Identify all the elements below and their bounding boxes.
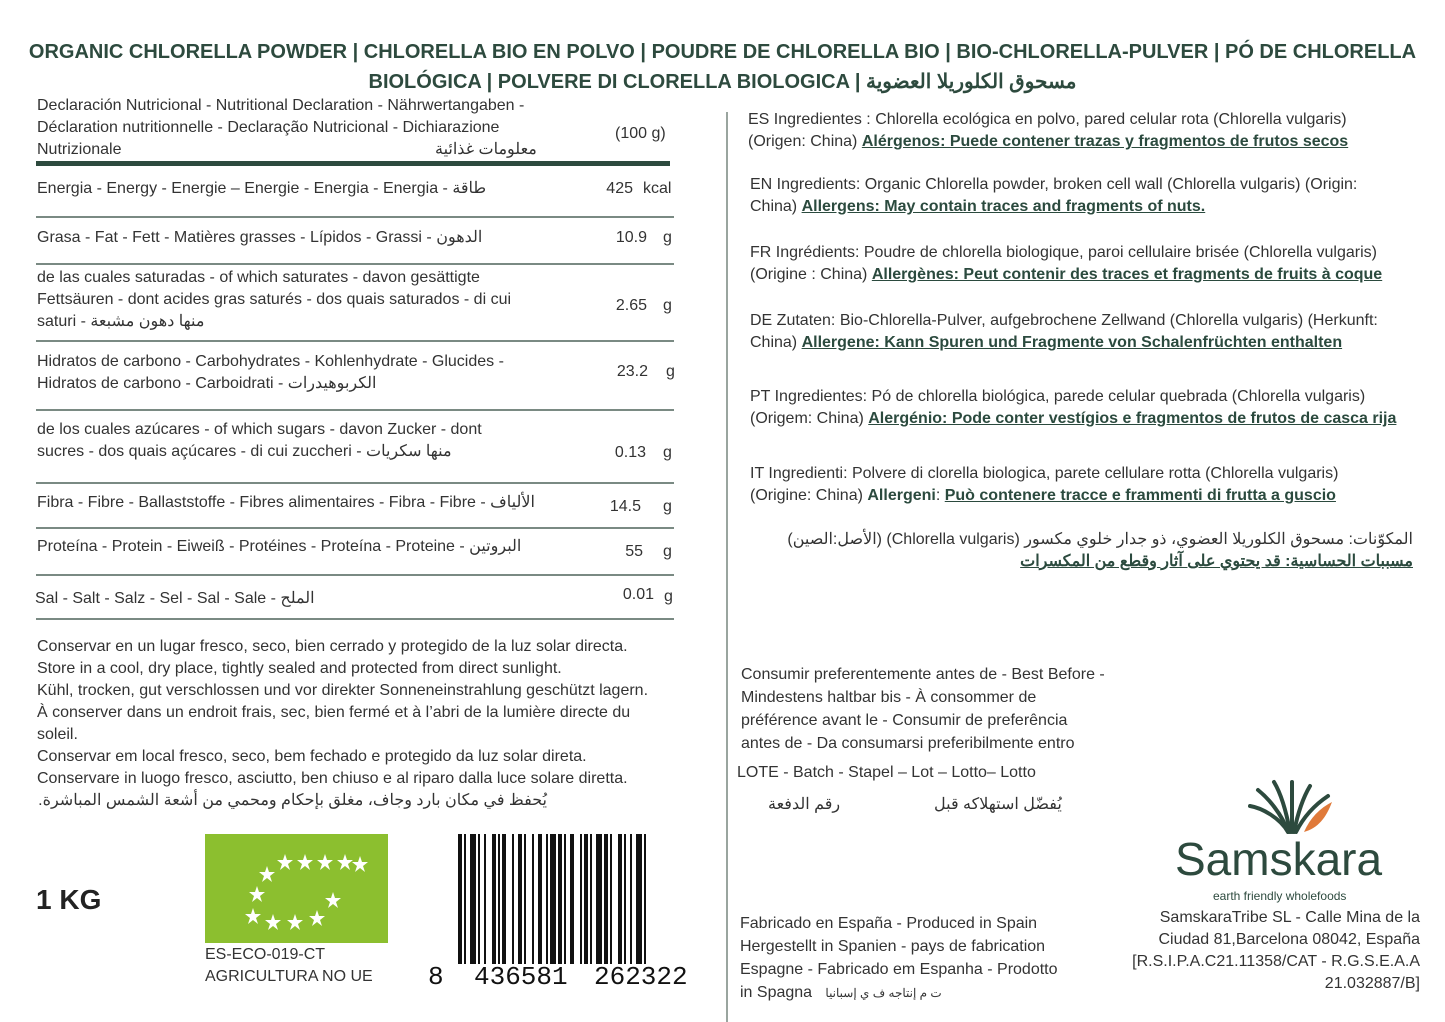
saturates-label-line: de las cuales saturadas - of which saturates - davon gesättigte <box>37 269 480 286</box>
ingredients-text: DE Zutaten: Bio-Chlorella-Pulver, aufgebrochene Zellwand (Chlorella vulgaris) (Herkunft: <box>750 312 1378 329</box>
saturates-label <box>37 267 597 333</box>
barcode-bar <box>524 834 526 964</box>
barcode-bar <box>458 834 462 964</box>
saturates-label-line: saturi - منها دهون مشبعة <box>37 313 205 330</box>
protein-unit: g <box>663 543 672 560</box>
barcode-bar <box>624 834 626 964</box>
barcode-bar <box>498 834 500 964</box>
ingredients-pt <box>750 386 1430 430</box>
fibre-value: 14.5 <box>609 498 641 515</box>
fat-label: Grasa - Fat - Fett - Matières grasses - Lípidos - Grassi - الدهون <box>37 229 483 246</box>
protein-label: Proteína - Protein - Eiweiß - Protéines - Proteína - Proteine - البروتين <box>37 538 522 555</box>
allergen-warning: Alérgenos: Puede contener trazas y fragmentos de frutos secos <box>861 133 1349 150</box>
address-line: SamskaraTribe SL - Calle Mina de la <box>1159 909 1420 926</box>
barcode-bar <box>570 834 574 964</box>
lot-label-arabic: رقم الدفعة <box>768 796 841 813</box>
sugars-unit: g <box>663 444 672 461</box>
barcode-bar <box>470 834 476 964</box>
barcode-bar <box>492 834 496 964</box>
storage-line: Conservar en un lugar fresco, seco, bien cerrado y protegido de la luz solar directa. <box>37 638 628 655</box>
barcode-digits-right: 262322 <box>594 962 688 992</box>
nutrition-header-line: Déclaration nutritionnelle - Declaração Nutricional - Dichiarazione <box>37 119 500 136</box>
carbohydrates-unit: g <box>666 363 675 380</box>
title-line-2: BIOLÓGICA | POLVERE DI CLORELLA BIOLOGICA | مسحوق الكلوريلا العضوية <box>368 71 1077 93</box>
eco-certification <box>205 944 373 988</box>
barcode <box>458 834 690 964</box>
made-in-line: in Spagna <box>740 984 813 1001</box>
barcode-bar <box>546 834 548 964</box>
barcode-bar <box>564 834 566 964</box>
eu-organic-logo <box>205 834 388 943</box>
barcode-bar <box>512 834 514 964</box>
made-in-line: Fabricado en España - Produced in Spain <box>740 915 1038 932</box>
samskara-tree-logo-icon <box>1240 778 1340 834</box>
column-divider <box>726 112 728 1022</box>
barcode-bar <box>558 834 562 964</box>
ingredients-ar <box>740 529 1413 573</box>
allergen-warning: Allergènes: Peut contenir des traces et fragments de fruits à coque <box>871 266 1383 283</box>
company-address <box>1100 907 1420 995</box>
barcode-bar <box>584 834 588 964</box>
row-divider <box>36 618 674 620</box>
allergen-warning-arabic: مسببات الحساسية: قد يحتوي على آثار وقطع من المكسرات <box>1020 553 1413 570</box>
nutrition-header-line: Declaración Nutricional - Nutritional Declaration - Nährwertangaben - <box>37 97 525 114</box>
fat-unit: g <box>663 229 672 246</box>
storage-line: Conservar em local fresco, seco, bem fechado e protegido da luz solar direta. <box>37 748 587 765</box>
storage-line: Kühl, trocken, gut verschlossen und vor direkter Sonneneinstrahlung geschützt lagern. <box>37 682 649 699</box>
ingredients-text: ES Ingredientes : Chlorella ecológica en polvo, pared celular rota (Chlorella vulgaris) <box>748 111 1347 128</box>
ingredients-text-arabic: المكوّنات: مسحوق الكلوريلا العضوي، ذو جدار خلوي مكسور (Chlorella vulgaris) (الأصل:الصين) <box>787 531 1413 548</box>
fibre-unit: g <box>663 498 672 515</box>
barcode-bar <box>538 834 542 964</box>
best-before-line: antes de - Da consumarsi preferibilmente entro <box>741 735 1075 752</box>
best-before-line: Mindestens haltbar bis - À consommer de <box>741 689 1037 706</box>
per-100g-label: (100 g) <box>615 125 666 142</box>
barcode-bar <box>478 834 480 964</box>
carbohydrates-value: 23.2 <box>616 363 648 380</box>
salt-value: 0.01 <box>622 586 654 603</box>
barcode-digit-first: 8 <box>428 962 444 992</box>
barcode-bar <box>590 834 592 964</box>
row-divider <box>36 263 674 265</box>
allergen-label: Allergeni <box>867 487 936 504</box>
barcode-bar <box>484 834 486 964</box>
barcode-bar <box>630 834 632 964</box>
address-line: Ciudad 81,Barcelona 08042, España <box>1158 931 1420 948</box>
ingredients-es <box>748 109 1428 153</box>
energy-unit: kcal <box>643 180 672 197</box>
header-divider <box>36 161 670 166</box>
product-title <box>0 37 1445 97</box>
sugars-label-line: sucres - dos quais açúcares - di cui zuccheri - منها سكريات <box>37 443 452 460</box>
storage-line-arabic: يُحفظ في مكان بارد وجاف، مغلق بإحكام ومحمي من أشعة الشمس المباشرة. <box>38 792 547 809</box>
saturates-value: 2.65 <box>615 297 647 314</box>
ingredients-en <box>750 174 1430 218</box>
lot-label: LOTE - Batch - Stapel – Lot – Lotto– Lotto <box>737 764 1036 781</box>
best-before-line: Consumir preferentemente antes de - Best Before - <box>741 666 1105 683</box>
net-weight: 1 KG <box>36 884 102 915</box>
storage-line: Conservare in luogo fresco, asciutto, ben chiuso e al riparo dalla luce solare diretta. <box>37 770 628 787</box>
row-divider <box>36 574 674 576</box>
barcode-bar <box>464 834 466 964</box>
made-in-label <box>740 912 1120 1005</box>
barcode-bar <box>596 834 602 964</box>
origin-text: (Origem: China) <box>750 410 869 427</box>
storage-line: Store in a cool, dry place, tightly sealed and protected from direct sunlight. <box>37 660 562 677</box>
salt-unit: g <box>664 588 673 605</box>
barcode-bar <box>580 834 582 964</box>
protein-value: 55 <box>625 543 643 560</box>
made-in-line: Espagne - Fabricado em Espanha - Prodotto <box>740 961 1058 978</box>
origin-text: (Origine : China) <box>750 266 872 283</box>
made-in-arabic: ت م إنتاجه ف ي إسبانيا <box>825 986 942 1000</box>
ingredients-text: IT Ingredienti: Polvere di clorella biologica, parete cellulare rotta (Chlorella vulgaris) <box>750 465 1339 482</box>
row-divider <box>36 340 674 342</box>
barcode-bar <box>610 834 612 964</box>
address-line: 21.032887/B] <box>1324 975 1420 992</box>
storage-line: soleil. <box>37 726 78 743</box>
ingredients-text: PT Ingredientes: Pó de chlorella biológica, parede celular quebrada (Chlorella vulgaris) <box>750 388 1366 405</box>
barcode-bars <box>458 834 690 964</box>
energy-label: Energia - Energy - Energie – Energie - Energia - Energia - طاقة <box>37 180 487 197</box>
eco-origin: AGRICULTURA NO UE <box>205 968 373 985</box>
barcode-bar <box>604 834 608 964</box>
storage-line: À conserver dans un endroit frais, sec, bien fermé et à l’abri de la lumière directe du <box>37 704 631 721</box>
barcode-digits-left: 436581 <box>474 962 568 992</box>
title-line-1: ORGANIC CHLORELLA POWDER | CHLORELLA BIO EN POLVO | POUDRE DE CHLORELLA BIO | BIO-CHLORELLA-PULVER | PÓ DE CHLORELLA <box>28 41 1417 63</box>
nutrition-header-arabic: معلومات غذائية <box>435 141 537 158</box>
ingredients-text: FR Ingrédients: Poudre de chlorella biologique, paroi cellulaire brisée (Chlorella vulgaris) <box>750 244 1377 261</box>
allergen-separator: : <box>935 487 945 504</box>
row-divider <box>36 216 674 218</box>
ingredients-fr <box>750 242 1430 286</box>
ingredients-de <box>750 310 1430 354</box>
allergen-warning: Allergene: Kann Spuren und Fragmente von Schalenfrüchten enthalten <box>801 334 1343 351</box>
salt-label: Sal - Salt - Salz - Sel - Sal - Sale - الملح <box>35 590 315 607</box>
origin-text: China) <box>750 198 802 215</box>
eu-leaf-stars-icon <box>205 834 388 943</box>
origin-text: China) <box>750 334 802 351</box>
origin-text: (Origen: China) <box>748 133 862 150</box>
sugars-label <box>37 419 597 463</box>
carbohydrates-label-line: Hidratos de carbono - Carboidrati - الكربوهيدرات <box>37 375 377 392</box>
carbohydrates-label-line: Hidratos de carbono - Carbohydrates - Kohlenhydrate - Glucides - <box>37 353 504 370</box>
allergen-warning: Alergénio: Pode conter vestígios e fragmentos de frutos de casca rija <box>868 410 1397 427</box>
allergen-warning: Allergens: May contain traces and fragments of nuts. <box>801 198 1206 215</box>
barcode-bar <box>532 834 534 964</box>
barcode-bar <box>550 834 556 964</box>
best-before-line: préférence avant le - Consumir de preferência <box>741 712 1068 729</box>
barcode-bar <box>502 834 506 964</box>
row-divider <box>36 409 674 411</box>
ingredients-it <box>750 463 1430 507</box>
brand-tagline: earth friendly wholefoods <box>1213 889 1347 903</box>
carbohydrates-label <box>37 351 597 395</box>
address-line: [R.S.I.P.A.C21.11358/CAT - R.G.S.E.A.A <box>1132 953 1420 970</box>
barcode-bar <box>636 834 642 964</box>
eco-code: ES-ECO-019-CT <box>205 946 326 963</box>
row-divider <box>36 482 674 484</box>
sugars-label-line: de los cuales azúcares - of which sugars - davon Zucker - dont <box>37 421 482 438</box>
fibre-label: Fibra - Fibre - Ballaststoffe - Fibres alimentaires - Fibra - Fibre - الألياف <box>37 494 535 511</box>
best-before-arabic: يُفضّل استهلاكه قبل <box>934 796 1062 813</box>
allergen-warning: Può contenere tracce e frammenti di frutta a guscio <box>944 487 1336 504</box>
sugars-value: 0.13 <box>614 444 646 461</box>
row-divider <box>36 527 674 529</box>
barcode-bar <box>518 834 522 964</box>
brand-name: Samskara <box>1175 833 1383 885</box>
ingredients-text: EN Ingredients: Organic Chlorella powder, broken cell wall (Chlorella vulgaris) (Origin: <box>750 176 1358 193</box>
storage-instructions <box>37 636 707 812</box>
nutrition-header-line: Nutrizionale <box>37 141 122 158</box>
barcode-bar <box>644 834 646 964</box>
saturates-unit: g <box>663 297 672 314</box>
made-in-line: Hergestellt in Spanien - pays de fabrication <box>740 938 1046 955</box>
saturates-label-line: Fettsäuren - dont acides gras saturés - dos quais saturados - di cui <box>37 291 512 308</box>
origin-text: (Origine: China) <box>750 487 868 504</box>
energy-value: 425 <box>606 180 633 197</box>
fat-value: 10.9 <box>615 229 647 246</box>
best-before-label <box>741 663 1161 755</box>
barcode-bar <box>618 834 622 964</box>
